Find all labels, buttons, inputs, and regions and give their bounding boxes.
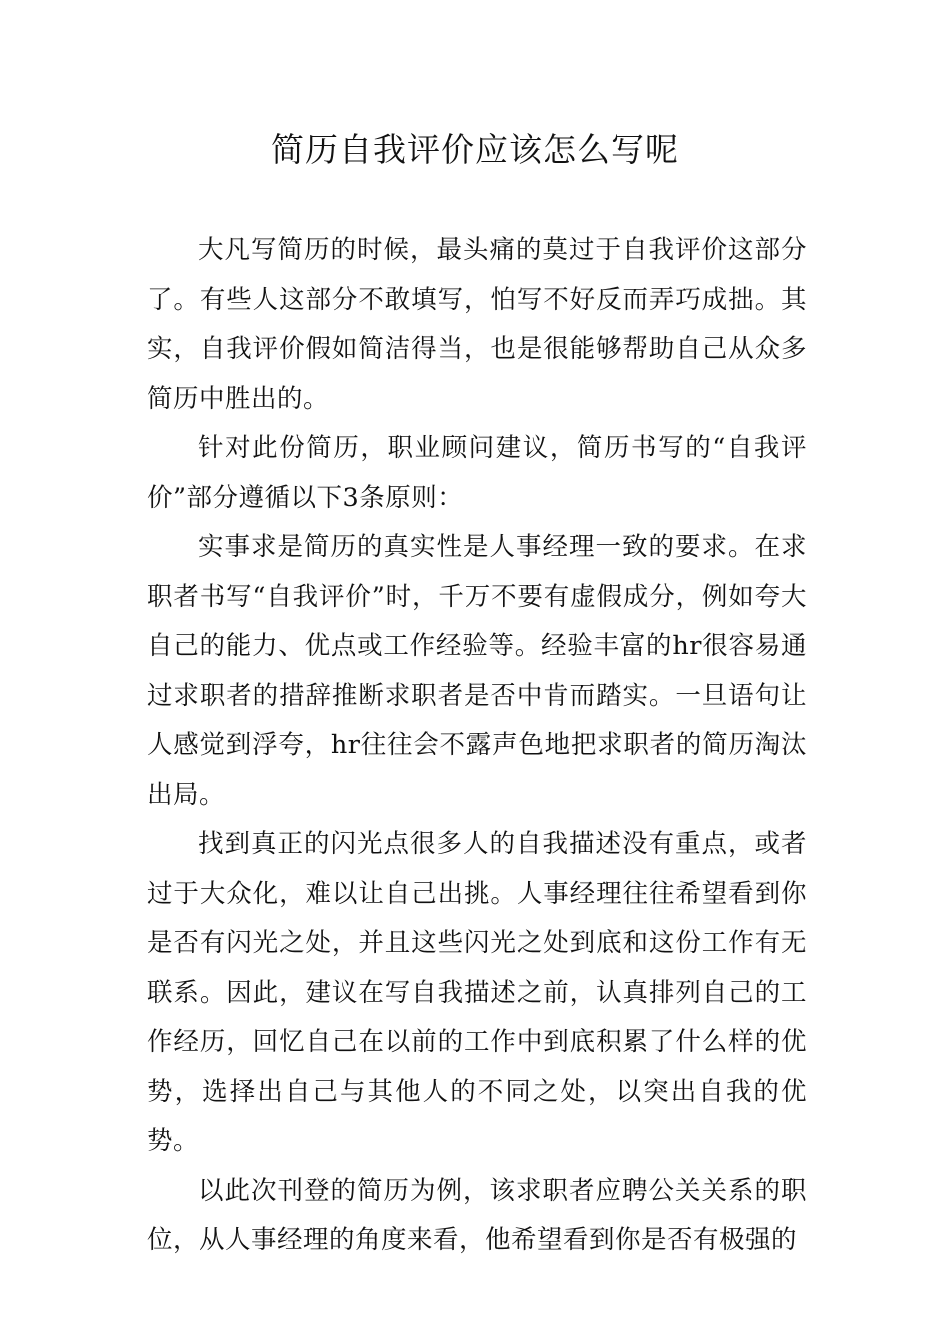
paragraph-5: 以此次刊登的简历为例，该求职者应聘公关关系的职位，从人事经理的角度来看，他希望看到你是否有极强的 — [147, 1175, 807, 1255]
document-title: 简历自我评价应该怎么写呢 — [271, 130, 679, 169]
paragraph-3: 实事求是简历的真实性是人事经理一致的要求。在求职者书写“自我评价”时，千万不要有虚假成分，例如夸大自己的能力、优点或工作经验等。经验丰富的hr很容易通过求职者的措辞推断求职者是否中肯而踏实。一旦语句让人感觉到浮夸，hr往往会不露声色地把求职者的简历淘汰出局。 — [147, 532, 807, 810]
document-body — [147, 226, 807, 1266]
paragraph-2: 针对此份简历，职业顾问建议，简历书写的“自我评价”部分遵循以下3条原则： — [147, 433, 807, 513]
paragraph-1: 大凡写简历的时候，最头痛的莫过于自我评价这部分了。有些人这部分不敢填写，怕写不好反而弄巧成拙。其实，自我评价假如简洁得当，也是很能够帮助自己从众多简历中胜出的。 — [147, 235, 807, 414]
paragraph-4: 找到真正的闪光点很多人的自我描述没有重点，或者过于大众化，难以让自己出挑。人事经理往往希望看到你是否有闪光之处，并且这些闪光之处到底和这份工作有无联系。因此，建议在写自我描述之前，认真排列自己的工作经历，回忆自己在以前的工作中到底积累了什么样的优势，选择出自己与其他人的不同之处，以突出自我的优势。 — [147, 829, 807, 1156]
